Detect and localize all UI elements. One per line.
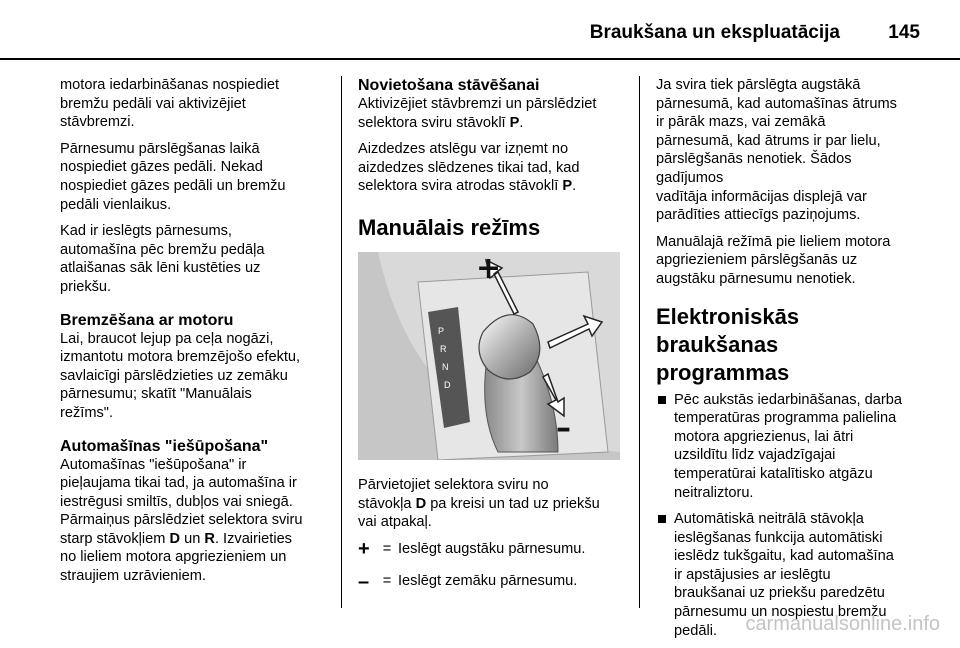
heading-manual-mode: Manuālais režīms bbox=[358, 214, 541, 240]
paragraph-shifting: Pārnesumu pārslēgšanas laikā nospiediet gāzes pedāli. Nekad nospiediet gāzes pedāli un bremžu pedāli vienlaikus. bbox=[60, 140, 286, 213]
legend-upshift-text: Ieslēgt augstāku pārnesumu. bbox=[398, 540, 586, 557]
column-left bbox=[60, 76, 340, 594]
watermark: carmanualsonline.info bbox=[745, 613, 940, 635]
column-divider-right bbox=[639, 76, 640, 608]
heading-electronic-programs: Elektroniskās braukšanas programmas bbox=[656, 303, 800, 385]
heading-engine-braking: Bremzēšana ar motoru bbox=[60, 311, 234, 329]
page-header bbox=[0, 0, 960, 58]
heading-rocking: Automašīnas "iešūpošana" bbox=[60, 437, 269, 455]
gear-p-label-2: P bbox=[562, 178, 573, 195]
heading-parking: Novietošana stāvēšanai bbox=[358, 77, 540, 94]
paragraph-move-selector: Pārvietojiet selektora sviru no stāvokļa D pa kreisi un tad uz priekšu vai atpakaļ. bbox=[358, 476, 600, 531]
gear-label-d: D bbox=[444, 379, 451, 390]
legend-downshift bbox=[358, 572, 626, 591]
gear-label-n: N bbox=[442, 361, 449, 372]
column-divider-left bbox=[341, 76, 342, 608]
gear-d-label: D bbox=[169, 530, 181, 547]
equals-sign: = bbox=[382, 540, 392, 557]
legend-upshift bbox=[358, 540, 626, 559]
plus-icon: + bbox=[358, 538, 370, 561]
gear-d-label-2: D bbox=[415, 495, 427, 512]
gear-r-label: R bbox=[204, 530, 215, 547]
column-right bbox=[656, 76, 924, 648]
gear-label-r: R bbox=[440, 343, 447, 354]
bullet-square-icon bbox=[658, 515, 666, 523]
column-middle bbox=[358, 76, 626, 605]
gear-p-label: P bbox=[509, 114, 520, 131]
bullet-square-icon bbox=[658, 396, 666, 404]
paragraph-creep: Kad ir ieslēgts pārnesums, automašīna pēc bremžu pedāļa atlaišanas sāk lēni kustēties uz priekšu. bbox=[60, 223, 265, 295]
paragraph-rocking: Automašīnas "iešūpošana" ir pieļaujama tikai tad, ja automašīna ir iestrēgusi smiltīs, dubļos vai sniegā. Pārmaiņus pārslēdziet selektora sviru starp stāvokļiem D un R. Izvairieties no lieliem motora apgriezieniem un straujiem uzrāvieniem. bbox=[60, 456, 303, 585]
bullet-auto-neutral: Automātiskā neitrālā stāvokļa ieslēgšanas funkcija automātiski ieslēdz tukšgaitu, kad automašīna ir apstājusies ar ieslēgtu braukšanai uz priekšu paredzētu pārnesumu un nospiestu bremžu pedāli. bbox=[656, 510, 924, 640]
minus-icon: – bbox=[358, 570, 370, 593]
legend-downshift-text: Ieslēgt zemāku pārnesumu. bbox=[398, 573, 578, 590]
plus-symbol: + bbox=[476, 251, 502, 286]
gear-selector-figure bbox=[358, 252, 620, 460]
header-title: Braukšana un ekspluatācija bbox=[589, 22, 840, 43]
paragraph-start-brake: motora iedarbināšanas nospiediet bremžu pedāli vai aktivizējiet stāvbremzi. bbox=[60, 77, 280, 131]
bullet-warmup: Pēc aukstās iedarbināšanas, darba temperatūras programma palielina motora apgriezienus, lai ātri uzsildītu līdz vajadzīgajai temperatūrai katalītisko atgāzu neitraliztoru. bbox=[656, 391, 924, 503]
minus-symbol: – bbox=[556, 410, 571, 446]
paragraph-key-removal: Aizdedzes atslēgu var izņemt no aizdedzes slēdzenes tikai tad, kad selektora svira atrodas stāvoklī P. bbox=[358, 141, 580, 195]
equals-sign: = bbox=[382, 573, 392, 590]
header-rule bbox=[0, 58, 960, 60]
paragraph-shift-limits: Ja svira tiek pārslēgta augstākā pārnesumā, kad automašīnas ātrums ir pārāk mazs, vai zemākā pārnesumā, kad ātrums ir par lielu, pārslēgšanās nenotiek. Šādos gadījumos vadītāja informācijas displejā var parādīties attiecīgs paziņojums. bbox=[656, 77, 897, 224]
paragraph-parking: Aktivizējiet stāvbremzi un pārslēdziet selektora sviru stāvoklī P. bbox=[358, 96, 597, 131]
paragraph-engine-braking: Lai, braucot lejup pa ceļa nogāzi, izmantotu motora bremzējošo efektu, savlaicīgi pārslēdzieties uz zemāku pārnesumu; skatīt "Manuālais režīms". bbox=[60, 330, 301, 421]
gear-label-p: P bbox=[438, 325, 445, 336]
page-number: 145 bbox=[888, 22, 920, 43]
paragraph-high-rpm: Manuālajā režīmā pie lieliem motora apgriezieniem pārslēgšanās uz augstāku pārnesumu nenotiek. bbox=[656, 233, 891, 287]
